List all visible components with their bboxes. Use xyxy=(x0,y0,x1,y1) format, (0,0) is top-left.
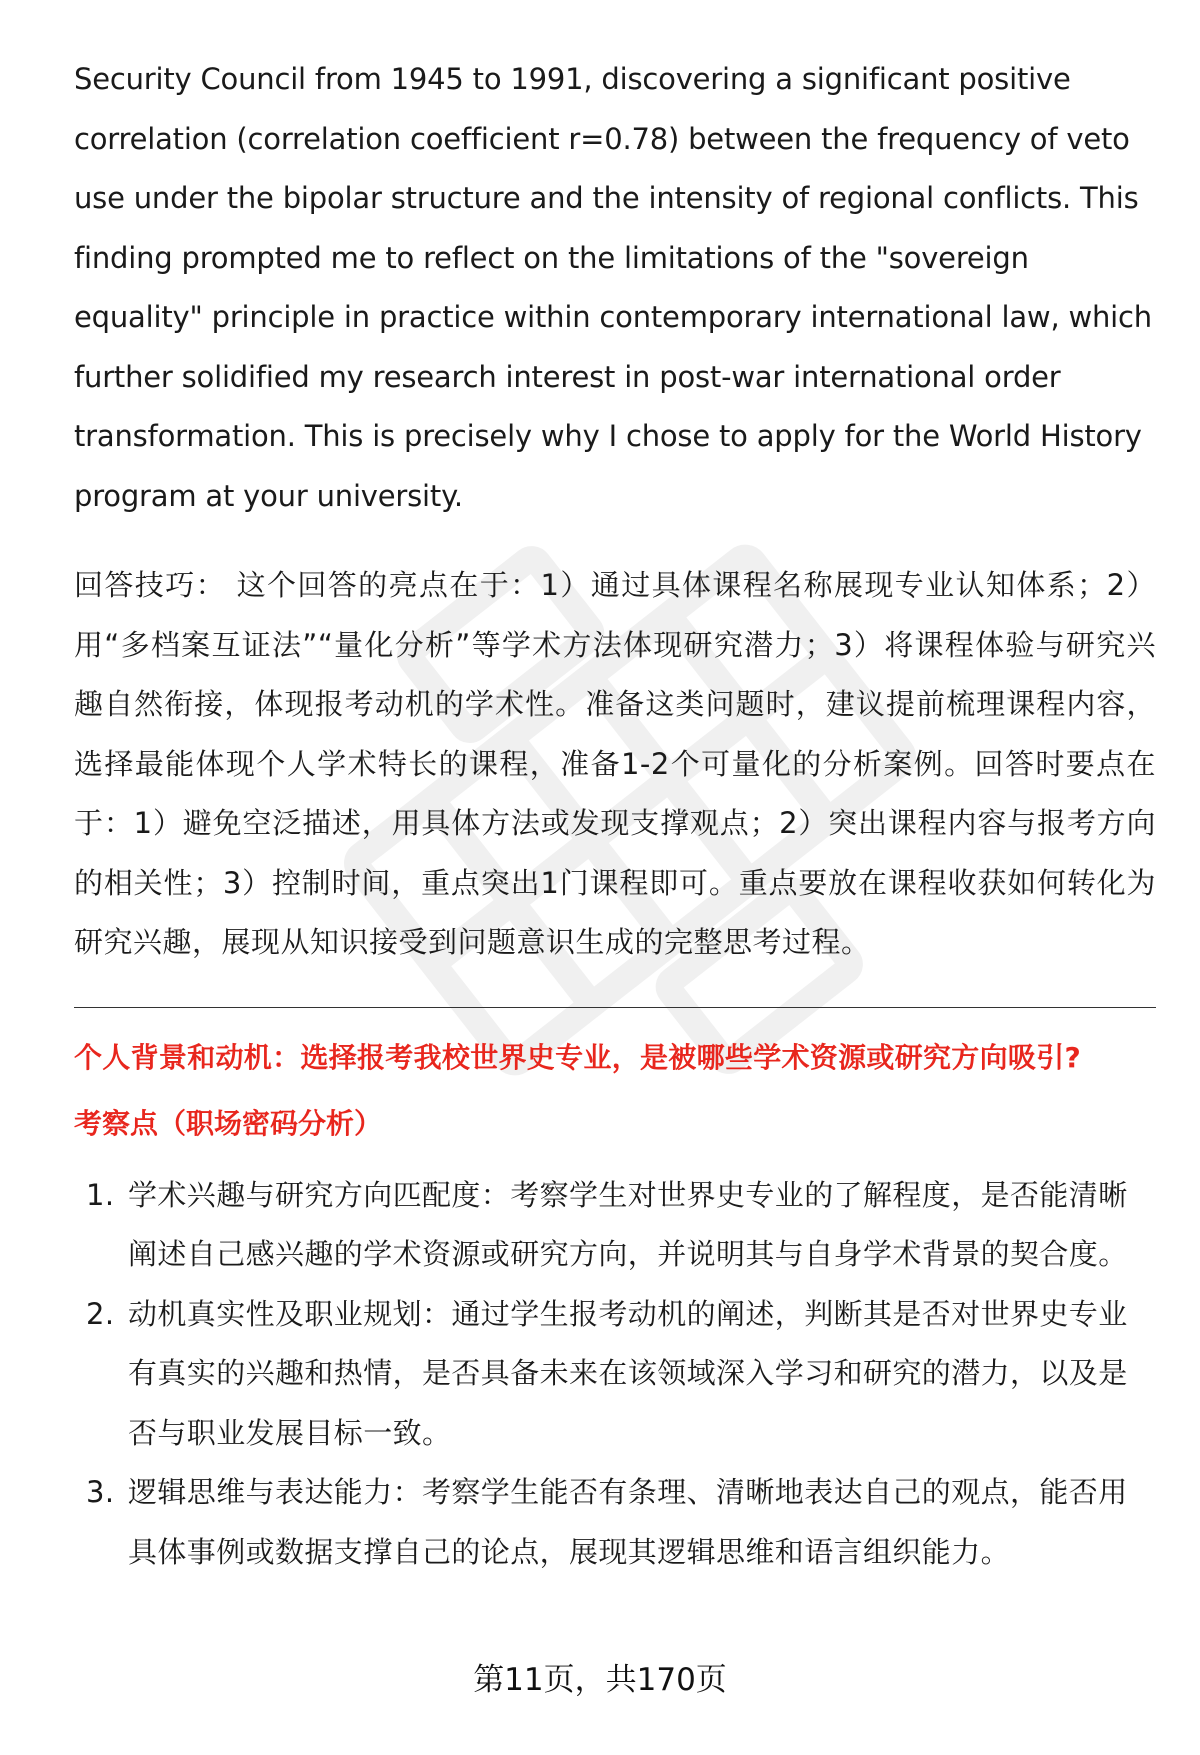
list-item xyxy=(74,1463,1156,1582)
list-item xyxy=(74,1166,1156,1285)
answer-tips: 回答技巧： 这个回答的亮点在于：1）通过具体课程名称展现专业认知体系；2）用“多档案互证法”“量化分析”等学术方法体现研究潜力；3）将课程体验与研究兴趣自然衔接，体现报考动机的学术性。准备这类问题时，建议提前梳理课程内容，选择最能体现个人学术特长的课程，准备1-2个可量化的分析案例。回答时要点在于：1）避免空泛描述，用具体方法或发现支撑观点；2）突出课程内容与报考方向的相关性；3）控制时间，重点突出1门课程即可。重点要放在课程收获如何转化为研究兴趣，展现从知识接受到问题意识生成的完整思考过程。 xyxy=(74,568,1156,959)
assessment-points-list xyxy=(74,1166,1156,1583)
page-number-footer: 第11页，共170页 xyxy=(473,1662,727,1698)
list-item-number: 2. xyxy=(86,1296,115,1331)
section-divider xyxy=(74,1007,1156,1008)
list-item-text: 逻辑思维与表达能力：考察学生能否有条理、清晰地表达自己的观点，能否用具体事例或数据支撑自己的论点，展现其逻辑思维和语言组织能力。 xyxy=(128,1475,1128,1569)
list-item xyxy=(74,1285,1156,1464)
list-item-text: 学术兴趣与研究方向匹配度：考察学生对世界史专业的了解程度，是否能清晰阐述自己感兴趣的学术资源或研究方向，并说明其与自身学术背景的契合度。 xyxy=(128,1177,1128,1271)
question-title: 个人背景和动机：选择报考我校世界史专业，是被哪些学术资源或研究方向吸引? xyxy=(74,1040,1082,1074)
question-subtitle: 考察点（职场密码分析） xyxy=(74,1106,383,1140)
list-item-number: 1. xyxy=(86,1177,115,1212)
page-content xyxy=(74,50,1156,1582)
list-item-text: 动机真实性及职业规划：通过学生报考动机的阐述，判断其是否对世界史专业有真实的兴趣和热情，是否具备未来在该领域深入学习和研究的潜力，以及是否与职业发展目标一致。 xyxy=(128,1296,1128,1450)
body-paragraph: Security Council from 1945 to 1991, discovering a significant positive correlation (correlation coefficient r=0.78) between the frequency of veto use under the bipolar structure and the intensity of regional conflicts. This finding prompted me to reflect on the limitations of the "sovereign equality" principle in practice within contemporary international law, which further solidified my research interest in post-war international order transformation. This is precisely why I chose to apply for the World History program at your university. xyxy=(74,62,1152,513)
list-item-number: 3. xyxy=(86,1475,115,1509)
